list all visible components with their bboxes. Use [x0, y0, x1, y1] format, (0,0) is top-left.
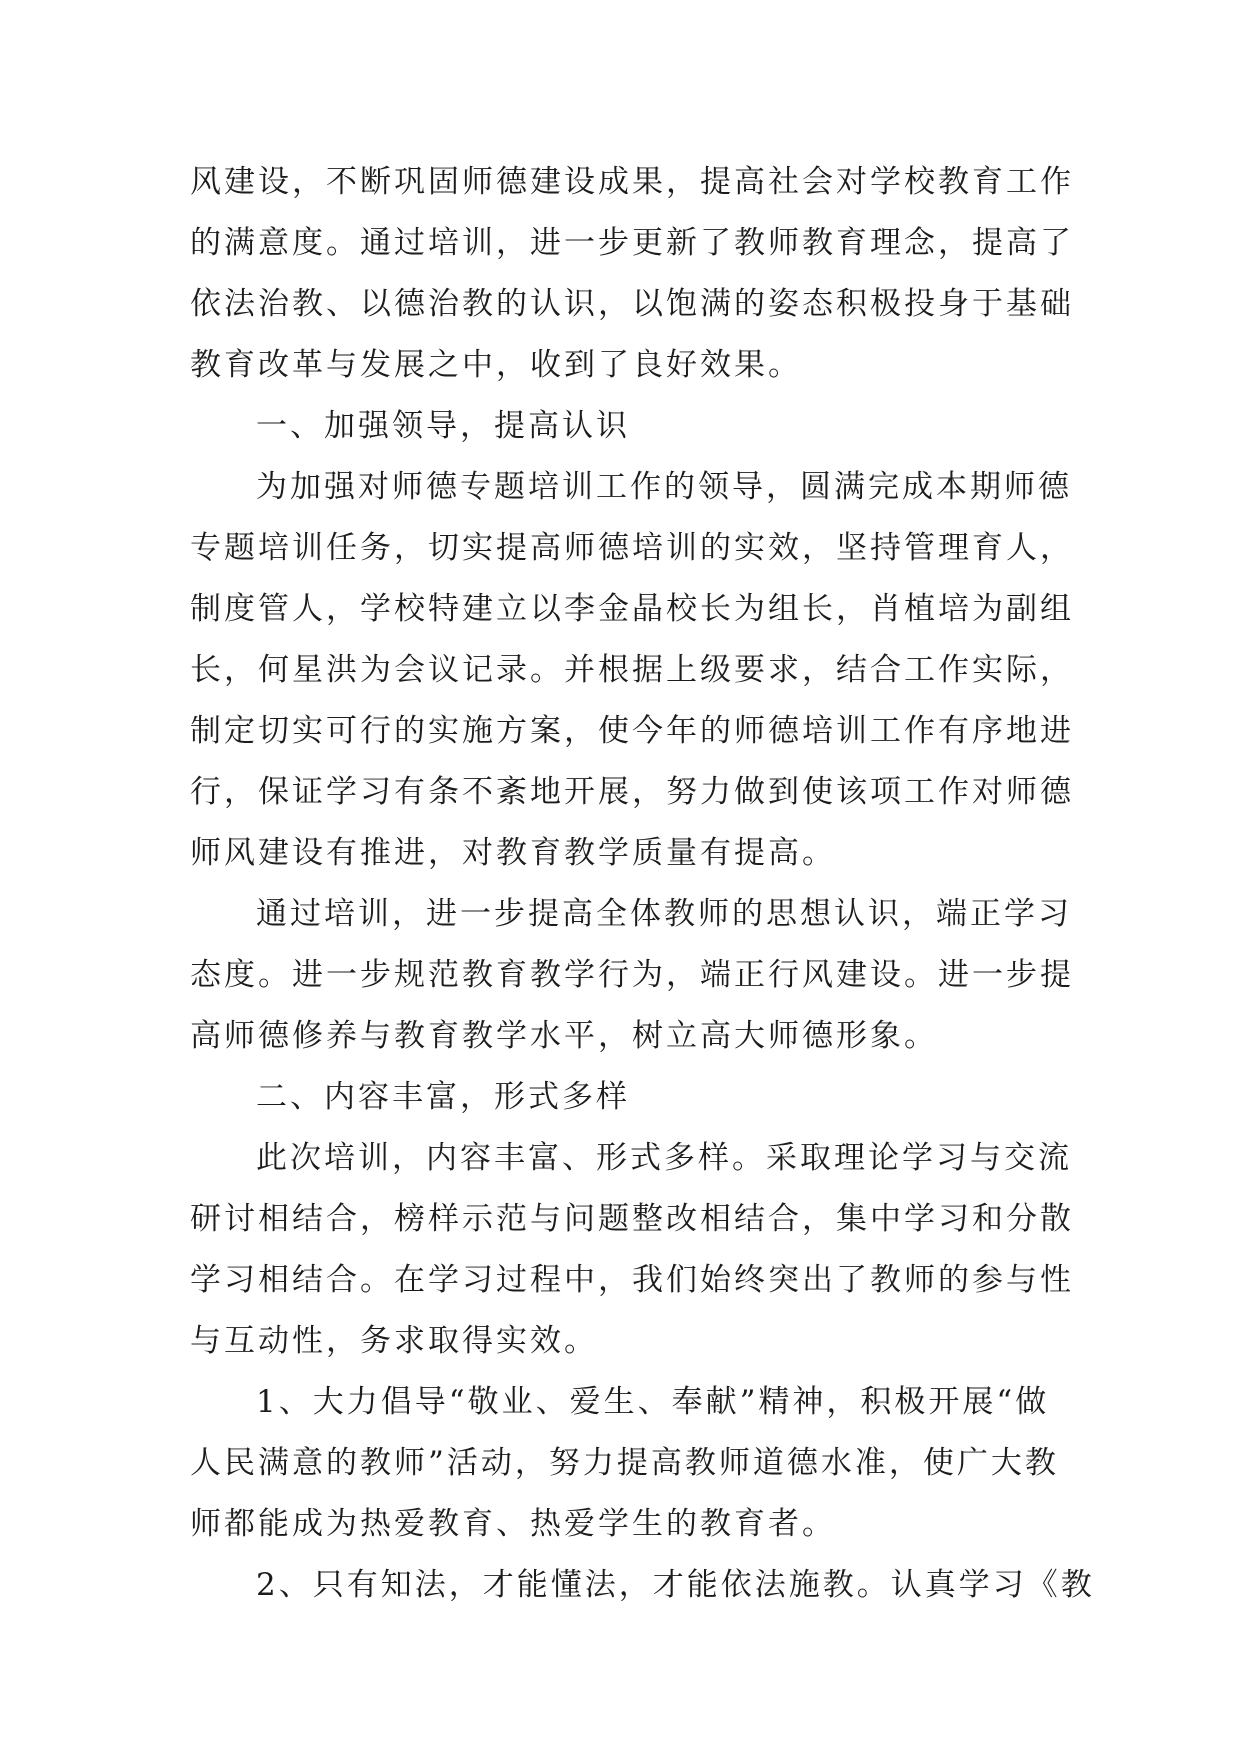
section-heading: 一、加强领导，提高认识	[256, 408, 630, 444]
body-line: 风建设，不断巩固师德建设成果，提高社会对学校教育工作	[190, 164, 1074, 200]
paragraph-first-line: 通过培训，进一步提高全体教师的思想认识，端正学习	[256, 896, 1072, 932]
body-line: 制度管人，学校特建立以李金晶校长为组长，肖植培为副组	[190, 591, 1074, 627]
body-line: 态度。进一步规范教育教学行为，端正行风建设。进一步提	[190, 957, 1074, 993]
body-line: 研讨相结合，榜样示范与问题整改相结合，集中学习和分散	[190, 1201, 1074, 1237]
list-item-first-line: 2、只有知法，才能懂法，才能依法施教。认真学习《教	[256, 1567, 1095, 1603]
paragraph-first-line: 此次培训，内容丰富、形式多样。采取理论学习与交流	[256, 1140, 1072, 1176]
document-body	[190, 152, 1095, 1616]
paragraph-first-line: 为加强对师德专题培训工作的领导，圆满完成本期师德	[256, 469, 1072, 505]
body-line: 专题培训任务，切实提高师德培训的实效，坚持管理育人，	[190, 530, 1074, 566]
body-line: 依法治教、以德治教的认识，以饱满的姿态积极投身于基础	[190, 286, 1074, 322]
body-line: 的满意度。通过培训，进一步更新了教师教育理念，提高了	[190, 225, 1074, 261]
body-line: 师都能成为热爱教育、热爱学生的教育者。	[190, 1506, 836, 1542]
body-line: 人民满意的教师”活动，努力提高教师道德水准，使广大教	[190, 1445, 1059, 1481]
body-line: 制定切实可行的实施方案，使今年的师德培训工作有序地进	[190, 713, 1074, 749]
body-line: 与互动性，务求取得实效。	[190, 1323, 598, 1359]
body-line: 行，保证学习有条不紊地开展，努力做到使该项工作对师德	[190, 774, 1074, 810]
body-line: 高师德修养与教育教学水平，树立高大师德形象。	[190, 1018, 938, 1054]
body-line: 长，何星洪为会议记录。并根据上级要求，结合工作实际，	[190, 652, 1074, 688]
body-line: 教育改革与发展之中，收到了良好效果。	[190, 347, 802, 383]
body-line: 师风建设有推进，对教育教学质量有提高。	[190, 835, 836, 871]
list-item-first-line: 1、大力倡导“敬业、爱生、奉献”精神，积极开展“做	[256, 1384, 1050, 1420]
body-line: 学习相结合。在学习过程中，我们始终突出了教师的参与性	[190, 1262, 1074, 1298]
section-heading: 二、内容丰富，形式多样	[256, 1079, 630, 1115]
